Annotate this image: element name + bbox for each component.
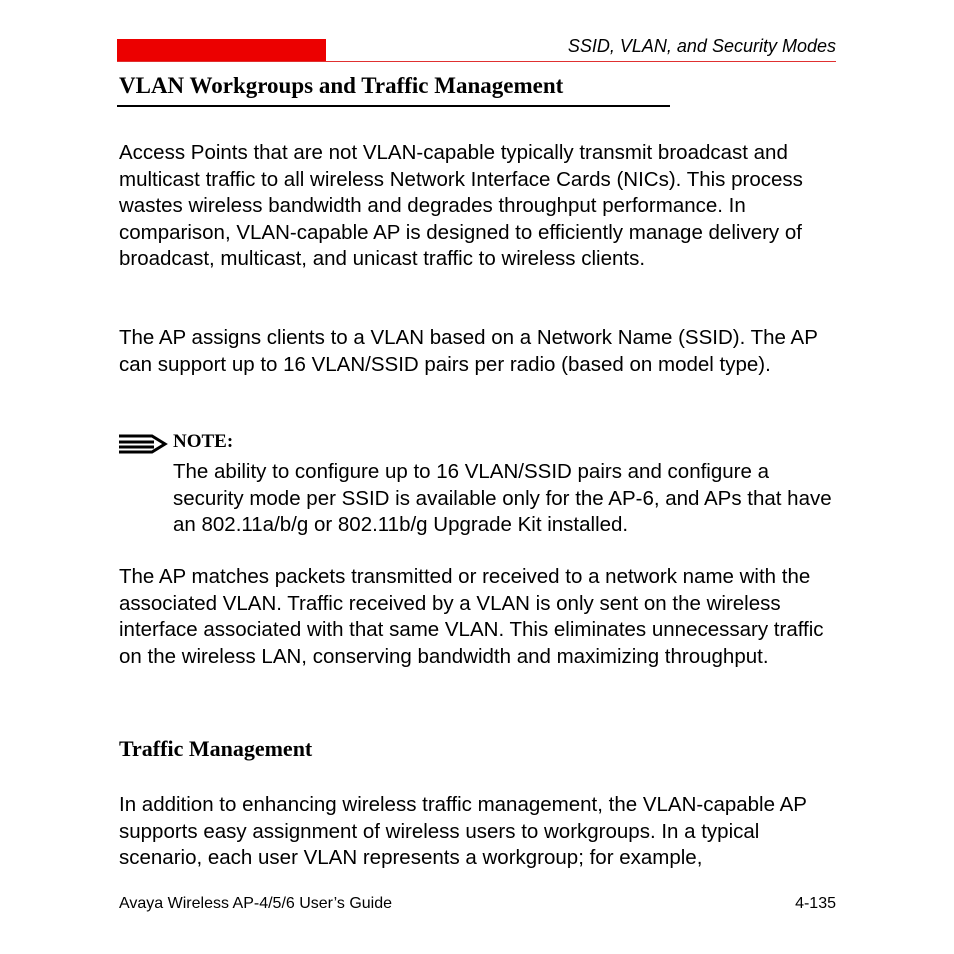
note-arrow-icon	[118, 432, 168, 456]
footer-page-number: 4-135	[795, 895, 836, 912]
subheading-traffic-management: Traffic Management	[119, 736, 313, 761]
running-header-title: SSID, VLAN, and Security Modes	[567, 36, 836, 56]
paragraph-matching: The AP matches packets transmitted or received to a network name with the associated VLAN. Traffic received by a VLAN is only sent on the wireless interface associated with that same VLAN. This eliminates unnecessary traffic on the wireless LAN, conserving bandwidth and maximizing throughput.	[119, 565, 824, 668]
header-rule	[117, 61, 836, 62]
header-accent-bar	[117, 39, 326, 61]
paragraph-ssid: The AP assigns clients to a VLAN based on a Network Name (SSID). The AP can support up to 16 VLAN/SSID pairs per radio (based on model type).	[119, 326, 818, 376]
note-label: NOTE:	[173, 431, 234, 452]
note-text: The ability to configure up to 16 VLAN/SSID pairs and configure a security mode per SSID is available only for the AP-6, and APs that have an 802.11a/b/g or 802.11b/g Upgrade Kit installed.	[173, 460, 832, 537]
paragraph-intro: Access Points that are not VLAN-capable typically transmit broadcast and multicast traffic to all wireless Network Interface Cards (NICs). This process wastes wireless bandwidth and degrades throughput performance. In comparison, VLAN-capable AP is designed to efficiently manage delivery of broadcast, multicast, and unicast traffic to wireless clients.	[119, 141, 803, 271]
section-heading: VLAN Workgroups and Traffic Management	[119, 73, 564, 98]
heading-underline	[117, 105, 670, 107]
paragraph-traffic: In addition to enhancing wireless traffic management, the VLAN-capable AP supports easy assignment of wireless users to workgroups. In a typical scenario, each user VLAN represents a workgroup; for example,	[119, 793, 807, 870]
footer-guide-title: Avaya Wireless AP-4/5/6 User’s Guide	[119, 895, 393, 912]
